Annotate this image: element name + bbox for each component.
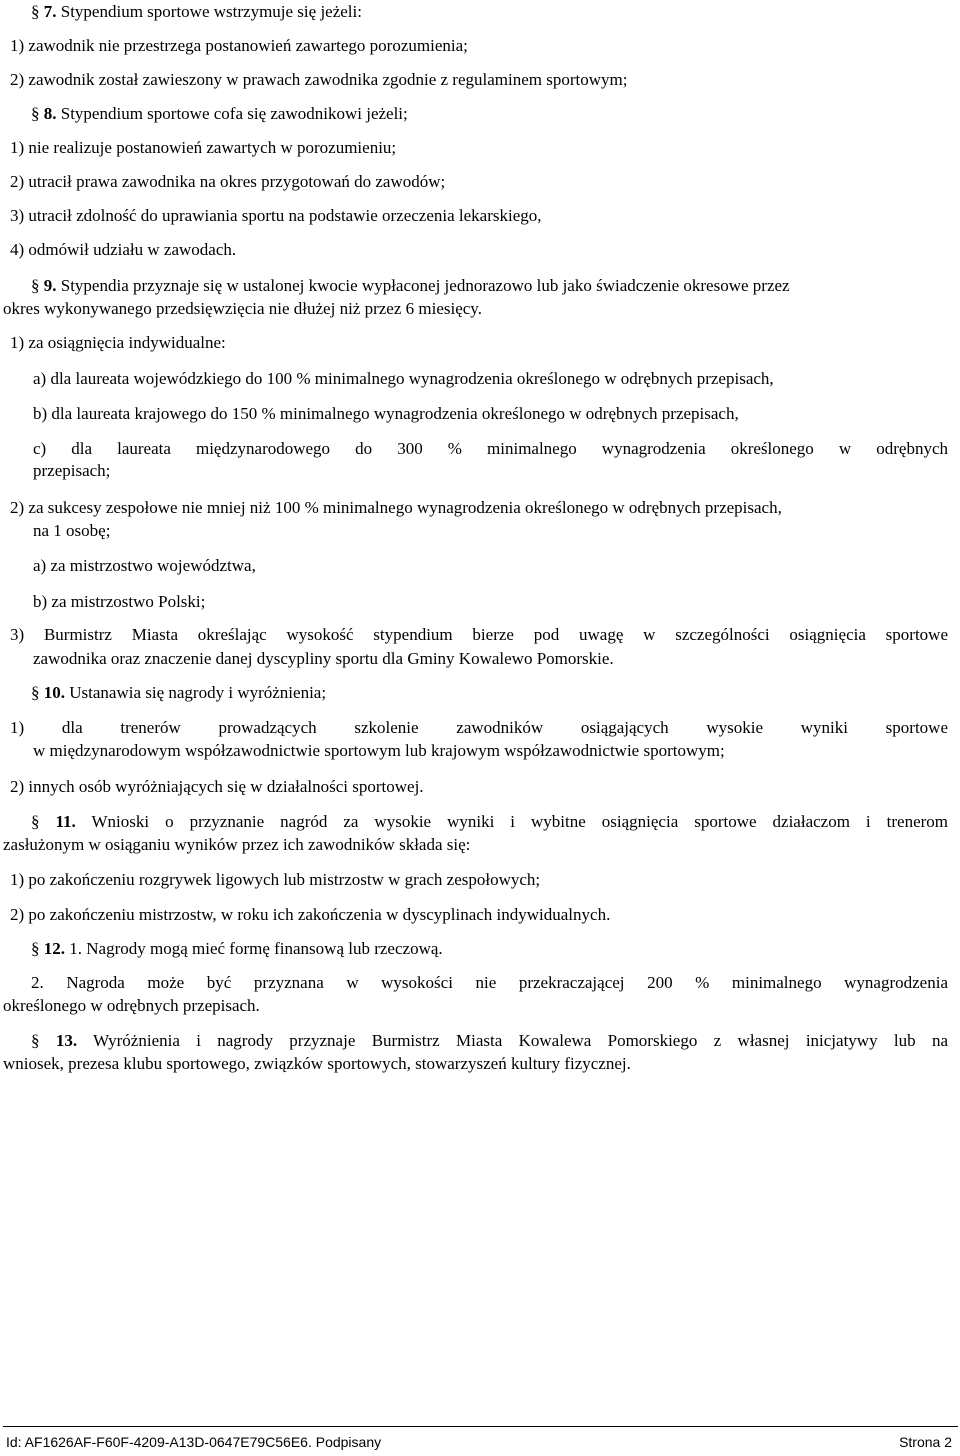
paragraph-text: 2. Nagroda może być przyznana w wysokości nie przekraczającej 200 % minimalnego wynagrodzenia (31, 973, 948, 992)
section-8-item-2: 2) utracił prawa zawodnika na okres przygotowań do zawodów; (10, 172, 446, 191)
section-10-item-2: 2) innych osób wyróżniających się w działalności sportowej. (10, 777, 424, 796)
section-13-heading (3, 1029, 948, 1052)
section-sign: § (31, 2, 44, 21)
section-9-item-1c: c) dla laureata międzynarodowego do 300 % minimalnego wynagrodzenia określonego w odrębnych (33, 439, 948, 458)
section-7-item-1: 1) zawodnik nie przestrzega postanowień zawartego porozumienia; (10, 36, 468, 55)
section-number: 9. (43, 276, 57, 295)
section-sign: § (31, 1031, 56, 1050)
section-8-item-3: 3) utracił zdolność do uprawiania sportu na podstawie orzeczenia lekarskiego, (10, 206, 542, 225)
section-7-heading (31, 0, 362, 23)
section-11-item-2: 2) po zakończeniu mistrzostw, w roku ich zakończenia w dyscyplinach indywidualnych. (10, 905, 611, 924)
section-11-item-1: 1) po zakończeniu rozgrywek ligowych lub mistrzostw w grach zespołowych; (10, 870, 541, 889)
section-sign: § (31, 276, 44, 295)
section-11-heading-cont: zasłużonym w osiąganiu wyników przez ich zawodników składa się: (3, 835, 471, 854)
section-12-heading (31, 937, 443, 960)
section-text: Stypendium sportowe cofa się zawodnikowi jeżeli; (56, 104, 408, 123)
section-10-item-1: 1) dla trenerów prowadzących szkolenie zawodników osiągających wysokie wyniki sportowe (10, 718, 948, 737)
section-9-heading-cont: okres wykonywanego przedsięwzięcia nie dłużej niż przez 6 miesięcy. (3, 299, 482, 318)
section-number: 10. (43, 683, 65, 702)
section-number: 13. (55, 1031, 78, 1050)
section-9-item-1c-cont: przepisach; (33, 461, 111, 480)
section-number: 11. (55, 812, 76, 831)
section-sign: § (31, 683, 44, 702)
section-13-heading-cont: wniosek, prezesa klubu sportowego, związków sportowych, stowarzyszeń kultury fizycznej. (3, 1054, 631, 1073)
section-text: Stypendia przyznaje się w ustalonej kwocie wypłaconej jednorazowo lub jako świadczenie okresowe przez (56, 276, 790, 295)
section-7-item-2: 2) zawodnik został zawieszony w prawach zawodnika zgodnie z regulaminem sportowym; (10, 70, 628, 89)
section-9-item-1a: a) dla laureata wojewódzkiego do 100 % minimalnego wynagrodzenia określonego w odrębnych przepisach, (33, 369, 774, 388)
section-10-item-1-cont: w międzynarodowym współzawodnictwie sportowym lub krajowym współzawodnictwie sportowym; (33, 741, 725, 760)
section-9-item-2b: b) za mistrzostwo Polski; (33, 592, 206, 611)
section-9-item-2a: a) za mistrzostwo województwa, (33, 556, 256, 575)
section-9-item-3-cont: zawodnika oraz znaczenie danej dyscypliny sportu dla Gminy Kowalewo Pomorskie. (33, 649, 614, 668)
section-9-item-3: 3) Burmistrz Miasta określając wysokość stypendium bierze pod uwagę w szczególności osiągnięcia sportowe (10, 625, 948, 644)
section-8-heading (31, 102, 408, 125)
section-text: Ustanawia się nagrody i wyróżnienia; (65, 683, 327, 702)
section-number: 7. (43, 2, 57, 21)
section-sign: § (31, 812, 56, 831)
section-sign: § (31, 104, 44, 123)
section-9-item-2-cont: na 1 osobę; (33, 521, 111, 540)
footer-page-number: Strona 2 (899, 1434, 952, 1450)
section-9-item-1b: b) dla laureata krajowego do 150 % minimalnego wynagrodzenia określonego w odrębnych przepisach, (33, 404, 739, 423)
section-10-heading (31, 681, 326, 704)
section-11-heading (3, 810, 948, 833)
section-9-item-2: 2) za sukcesy zespołowe nie mniej niż 100 % minimalnego wynagrodzenia określonego w odrębnych przepisach, (10, 498, 782, 517)
footer-divider (3, 1426, 958, 1427)
section-12-paragraph-2 (3, 971, 948, 994)
section-8-item-4: 4) odmówił udziału w zawodach. (10, 240, 237, 259)
section-text: 1. Nagrody mogą mieć formę finansową lub rzeczową. (65, 939, 443, 958)
section-9-item-1: 1) za osiągnięcia indywidualne: (10, 333, 226, 352)
section-number: 12. (43, 939, 65, 958)
section-sign: § (31, 939, 44, 958)
section-9-heading (3, 274, 950, 297)
section-text: Wnioski o przyznanie nagród za wysokie wyniki i wybitne osiągnięcia sportowe działaczom i trenerom (75, 812, 949, 831)
section-text: Stypendium sportowe wstrzymuje się jeżeli: (56, 2, 362, 21)
footer-document-id: Id: AF1626AF-F60F-4209-A13D-0647E79C56E6. Podpisany (6, 1434, 382, 1450)
section-12-paragraph-2-cont: określonego w odrębnych przepisach. (3, 996, 260, 1015)
section-number: 8. (43, 104, 57, 123)
section-text: Wyróżnienia i nagrody przyznaje Burmistrz Miasta Kowalewa Pomorskiego z własnej inicjatywy lub na (77, 1031, 949, 1050)
section-8-item-1: 1) nie realizuje postanowień zawartych w porozumieniu; (10, 138, 397, 157)
